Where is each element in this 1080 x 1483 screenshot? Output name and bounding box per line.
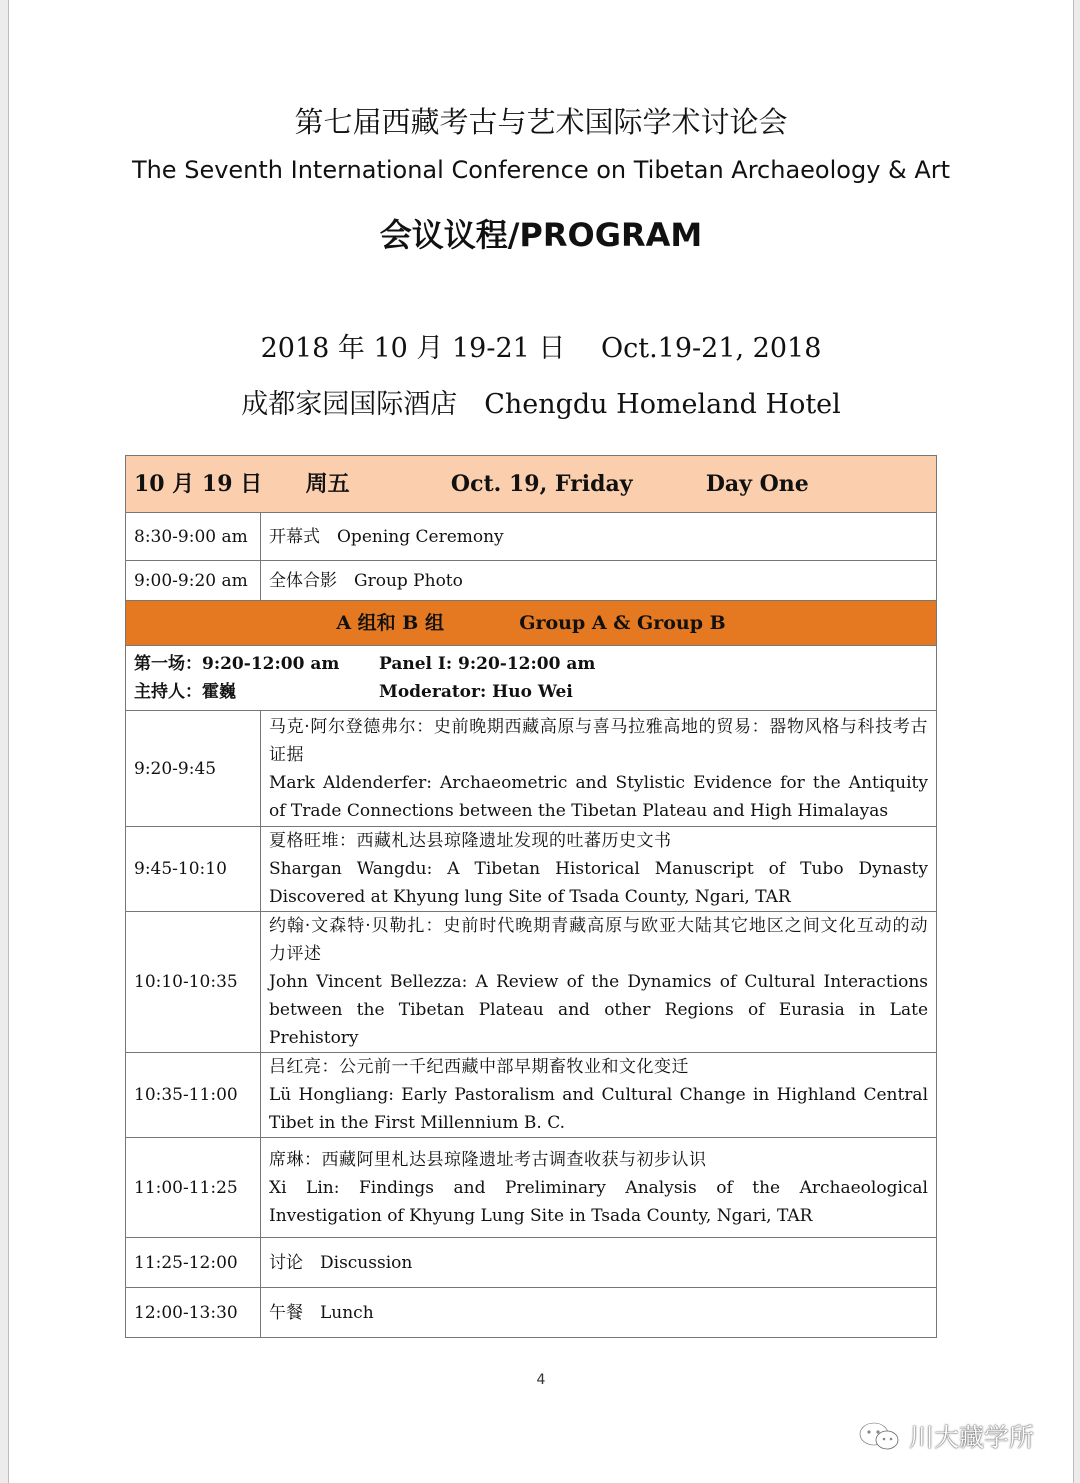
talk-cell [261, 1053, 937, 1138]
time-cell: 9:00-9:20 am [126, 561, 261, 601]
watermark-text: 川大藏学所 [909, 1423, 1035, 1452]
table-row [126, 827, 937, 912]
day-cn-weekday: 周五 [305, 471, 350, 497]
document-page [8, 0, 1074, 1483]
page-number: 4 [536, 1372, 546, 1388]
table-row [126, 1053, 937, 1138]
time-cell: 9:20-9:45 [126, 711, 261, 827]
talk-title-en: Lü Hongliang: Early Pastoralism and Cultural Change in Highland Central Tibet in the First Millennium B. C. [269, 1085, 928, 1133]
table-row [126, 711, 937, 827]
talk-cell [261, 912, 937, 1053]
time-cell: 11:25-12:00 [126, 1238, 261, 1288]
time-cell: 9:45-10:10 [126, 827, 261, 912]
talk-title-cn: 马克·阿尔登德弗尔：史前晚期西藏高原与喜马拉雅高地的贸易：器物风格与科技考古证据 [269, 716, 928, 765]
table-row [126, 1238, 937, 1288]
talk-title-cn: 约翰·文森特·贝勒扎：史前时代晚期青藏高原与欧亚大陆其它地区之间文化互动的动力评述 [269, 916, 928, 964]
schedule-table [125, 455, 937, 1338]
table-row [126, 1138, 937, 1238]
time-cell: 10:10-10:35 [126, 912, 261, 1053]
talk-cell [261, 1138, 937, 1238]
panel-moderator-cn: 主持人：霍巍 [134, 682, 236, 702]
event-cell: 全体合影 Group Photo [261, 561, 937, 601]
talk-title-en: Xi Lin: Findings and Preliminary Analysis of the Archaeological Investigation of Khyung Lung Site in Tsada County, Ngari, TAR [269, 1177, 928, 1226]
group-header [126, 601, 937, 646]
talk-title-en: John Vincent Bellezza: A Review of the Dynamics of Cultural Interactions between the Tibetan Plateau and other Regions of Eurasia in Late Prehistory [269, 972, 928, 1048]
group-header-row [126, 601, 937, 646]
table-row [126, 513, 937, 561]
group-cn: A 组和 B 组 [336, 612, 444, 634]
day-header [126, 456, 937, 513]
title-english: The Seventh International Conference on Tibetan Archaeology & Art [131, 156, 951, 184]
panel-session-cn: 第一场：9:20-12:00 am [134, 654, 340, 674]
table-row [126, 561, 937, 601]
group-en: Group A & Group B [519, 612, 726, 634]
conference-venue: 成都家园国际酒店 Chengdu Homeland Hotel [241, 389, 841, 420]
talk-title-en: Shargan Wangdu: A Tibetan Historical Manuscript of Tubo Dynasty Discovered at Khyung lung Site of Tsada County, Ngari, TAR [269, 859, 928, 907]
panel-session-line [134, 650, 928, 678]
talk-cell [261, 827, 937, 912]
panel-info [126, 646, 937, 711]
talk-title-cn: 夏格旺堆：西藏札达县琼隆遗址发现的吐蕃历史文书 [269, 831, 672, 851]
time-cell: 12:00-13:30 [126, 1288, 261, 1338]
event-cell: 开幕式 Opening Ceremony [261, 513, 937, 561]
table-row [126, 1288, 937, 1338]
event-cell: 午餐 Lunch [261, 1288, 937, 1338]
wechat-icon [857, 1421, 901, 1451]
watermark [857, 1418, 1034, 1454]
day-label: Day One [705, 471, 809, 497]
panel-moderator-en: Moderator: Huo Wei [379, 682, 573, 702]
day-header-row [126, 456, 937, 513]
talk-title-cn: 吕红亮：公元前一千纪西藏中部早期畜牧业和文化变迁 [269, 1057, 689, 1077]
talk-cell [261, 711, 937, 827]
time-cell: 10:35-11:00 [126, 1053, 261, 1138]
day-en-date: Oct. 19, Friday [450, 471, 633, 497]
talk-title-en: Mark Aldenderfer: Archaeometric and Stylistic Evidence for the Antiquity of Trade Connections between the Tibetan Plateau and High Himalayas [269, 772, 928, 821]
day-cn-date: 10 月 19 日 [134, 471, 263, 497]
panel-row [126, 646, 937, 711]
time-cell: 8:30-9:00 am [126, 513, 261, 561]
title-chinese: 第七届西藏考古与艺术国际学术讨论会 [294, 105, 788, 139]
conference-date: 2018 年 10 月 19-21 日 Oct.19-21, 2018 [260, 333, 822, 364]
time-cell: 11:00-11:25 [126, 1138, 261, 1238]
table-row [126, 912, 937, 1053]
event-cell: 讨论 Discussion [261, 1238, 937, 1288]
panel-moderator-line [134, 678, 928, 706]
talk-title-cn: 席琳：西藏阿里札达县琼隆遗址考古调查收获与初步认识 [269, 1149, 707, 1170]
program-heading: 会议议程/PROGRAM [379, 216, 703, 254]
panel-session-en: Panel I: 9:20-12:00 am [379, 654, 596, 674]
